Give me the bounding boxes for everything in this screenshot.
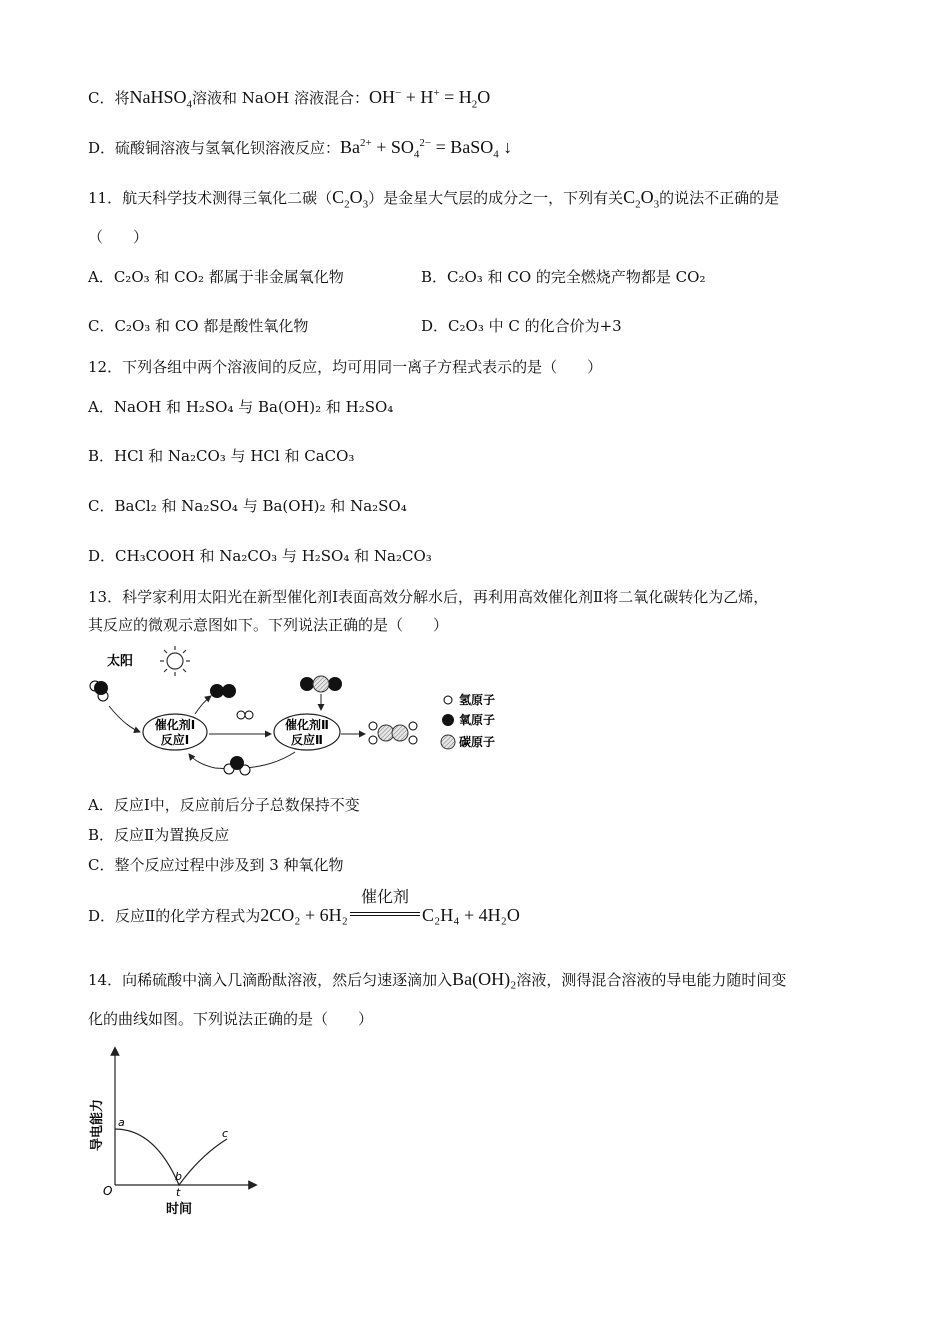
flow-arrow	[195, 696, 211, 714]
point-a-label: a	[118, 1116, 125, 1129]
sub: 3	[362, 198, 369, 211]
origin-label: O	[103, 1184, 113, 1198]
reaction-1-label: 反应Ⅰ	[160, 733, 190, 747]
oxygen-molecule-icon	[210, 684, 236, 698]
q10-option-c	[88, 86, 490, 109]
conductivity-curve	[115, 1129, 227, 1185]
q14-stem-part: 14．向稀硫酸中滴入几滴酚酞溶液，然后匀速逐滴加入	[88, 971, 453, 989]
catalyst-condition	[348, 887, 422, 924]
q11-stem-part: 11．航天科学技术测得三氧化二碳（	[88, 189, 333, 207]
q13-option-c: C．整个反应过程中涉及到 3 种氧化物	[88, 856, 344, 874]
legend-carbon: 碳原子	[459, 735, 496, 749]
eq-part: + SO	[371, 137, 414, 157]
q12-option-b: B．HCl 和 Na₂CO₃ 与 HCl 和 CaCO₃	[88, 447, 355, 465]
equals-bar	[350, 912, 420, 916]
eq-part: + H	[401, 87, 434, 107]
formula-c2o3	[332, 187, 369, 211]
carbon-dioxide-molecule-icon	[300, 676, 342, 692]
q11-option-c: C．C₂O₃ 和 CO 都是酸性氧化物	[88, 317, 309, 335]
ethylene-molecule-icon	[369, 722, 417, 744]
q13-option-d	[88, 887, 520, 927]
q11-options-cd	[88, 315, 868, 337]
q12-stem: 12．下列各组中两个溶液间的反应，均可用同一离子方程式表示的是（ ）	[88, 358, 603, 376]
q11-stem-part: ）是金星大气层的成分之一，下列有关	[368, 189, 624, 207]
q11-option-d: D．C₂O₃ 中 C 的化合价为+3	[421, 317, 622, 335]
catalyst-2-label: 催化剂Ⅱ	[285, 718, 329, 732]
x-axis-label: 时间	[165, 1202, 193, 1217]
sup: −	[394, 87, 402, 99]
formula-nahso4: NaHSO	[129, 87, 187, 107]
equation-left: 2CO₂ + 6H₂	[260, 905, 348, 925]
legend-hydrogen: 氢原子	[459, 693, 496, 707]
sup: 2−	[419, 137, 432, 149]
flow-arrow	[109, 706, 140, 732]
q13-stem-line1: 13．科学家利用太阳光在新型催化剂Ⅰ表面高效分解水后，再利用高效催化剂Ⅱ将二氧化碳转化为乙烯，	[88, 588, 769, 606]
point-c-label: c	[222, 1127, 229, 1140]
eq-part: = H	[439, 87, 472, 107]
q13-option-b: B．反应Ⅱ为置换反应	[88, 826, 230, 844]
diagram-legend	[441, 692, 495, 749]
q14-stem-line2: 化的曲线如图。下列说法正确的是（ ）	[88, 1010, 374, 1028]
reaction-diagram	[85, 644, 525, 784]
q13-option-a: A．反应Ⅰ中，反应前后分子总数保持不变	[88, 796, 360, 814]
sub: 2	[344, 198, 350, 211]
conductivity-graph	[85, 1045, 265, 1220]
hydrogen-molecule-icon	[237, 711, 253, 719]
sup: 2+	[360, 137, 372, 149]
eq-part: = BaSO	[431, 137, 494, 157]
q11-stem-part: 的说法不正确的是	[659, 189, 780, 207]
sun-label: 太阳	[107, 654, 134, 669]
sub: 4	[186, 98, 192, 111]
water-molecule-icon	[224, 756, 250, 775]
q11-option-b: B．C₂O₃ 和 CO 的完全燃烧产物都是 CO₂	[421, 268, 706, 286]
precipitate-arrow: ↓	[498, 137, 513, 157]
q13-d-label: D．反应Ⅱ的化学方程式为	[88, 907, 261, 925]
q11-options-ab	[88, 266, 868, 288]
sub: 2	[471, 98, 478, 111]
q10-d-label: D．硫酸铜溶液与氢氧化钡溶液反应：	[88, 139, 341, 157]
q11-blank: （ ）	[88, 228, 149, 246]
equation-right: C₂H₄ + 4H₂O	[421, 905, 520, 925]
equation-oh-h	[368, 87, 491, 111]
eq-part: Ba	[340, 137, 361, 157]
q14-stem-line1	[88, 968, 786, 991]
q13-stem-line2: 其反应的微观示意图如下。下列说法正确的是（ ）	[88, 616, 449, 634]
eq-part: O	[477, 87, 491, 107]
formula-baoh2: Ba(OH)₂	[452, 969, 517, 989]
equation-baso4	[340, 137, 513, 161]
catalyst-condition-label: 催化剂	[360, 887, 409, 906]
sub: 4	[493, 148, 499, 161]
sun-icon	[160, 646, 190, 676]
q12-option-a: A．NaOH 和 H₂SO₄ 与 Ba(OH)₂ 和 H₂SO₄	[88, 398, 394, 416]
q10-c-label: C．将	[88, 89, 130, 107]
carbon-legend-icon	[441, 735, 455, 749]
eq-part: O	[349, 187, 363, 207]
hydrogen-legend-icon	[444, 696, 452, 704]
q11-stem	[88, 186, 779, 209]
sub: 2	[635, 198, 641, 211]
reaction-2-label: 反应Ⅱ	[291, 733, 323, 747]
water-molecule-icon	[90, 681, 108, 701]
eq-part: C	[623, 187, 636, 207]
oxygen-legend-icon	[442, 714, 454, 726]
q14-stem-part: 溶液，测得混合溶液的导电能力随时间变	[516, 971, 787, 989]
sub: 4	[413, 148, 420, 161]
q10-c-text: 溶液和 NaOH 溶液混合：	[191, 89, 369, 107]
q10-option-d	[88, 136, 512, 159]
sub: 3	[653, 198, 660, 211]
q12-option-d: D．CH₃COOH 和 Na₂CO₃ 与 H₂SO₄ 和 Na₂CO₃	[88, 547, 432, 565]
eq-part: OH	[368, 87, 395, 107]
q11-option-a: A．C₂O₃ 和 CO₂ 都属于非金属氧化物	[88, 268, 344, 286]
legend-oxygen: 氧原子	[459, 713, 496, 727]
eq-part: O	[640, 187, 654, 207]
point-t-label: t	[176, 1186, 181, 1199]
q12-option-c: C．BaCl₂ 和 Na₂SO₄ 与 Ba(OH)₂ 和 Na₂SO₄	[88, 497, 407, 515]
sup: +	[433, 87, 440, 99]
y-axis-label: 导电能力	[90, 1098, 105, 1152]
point-b-label: b	[175, 1170, 182, 1183]
eq-part: C	[332, 187, 345, 207]
catalyst-1-label: 催化剂Ⅰ	[154, 718, 196, 732]
formula-c2o3	[623, 187, 660, 211]
